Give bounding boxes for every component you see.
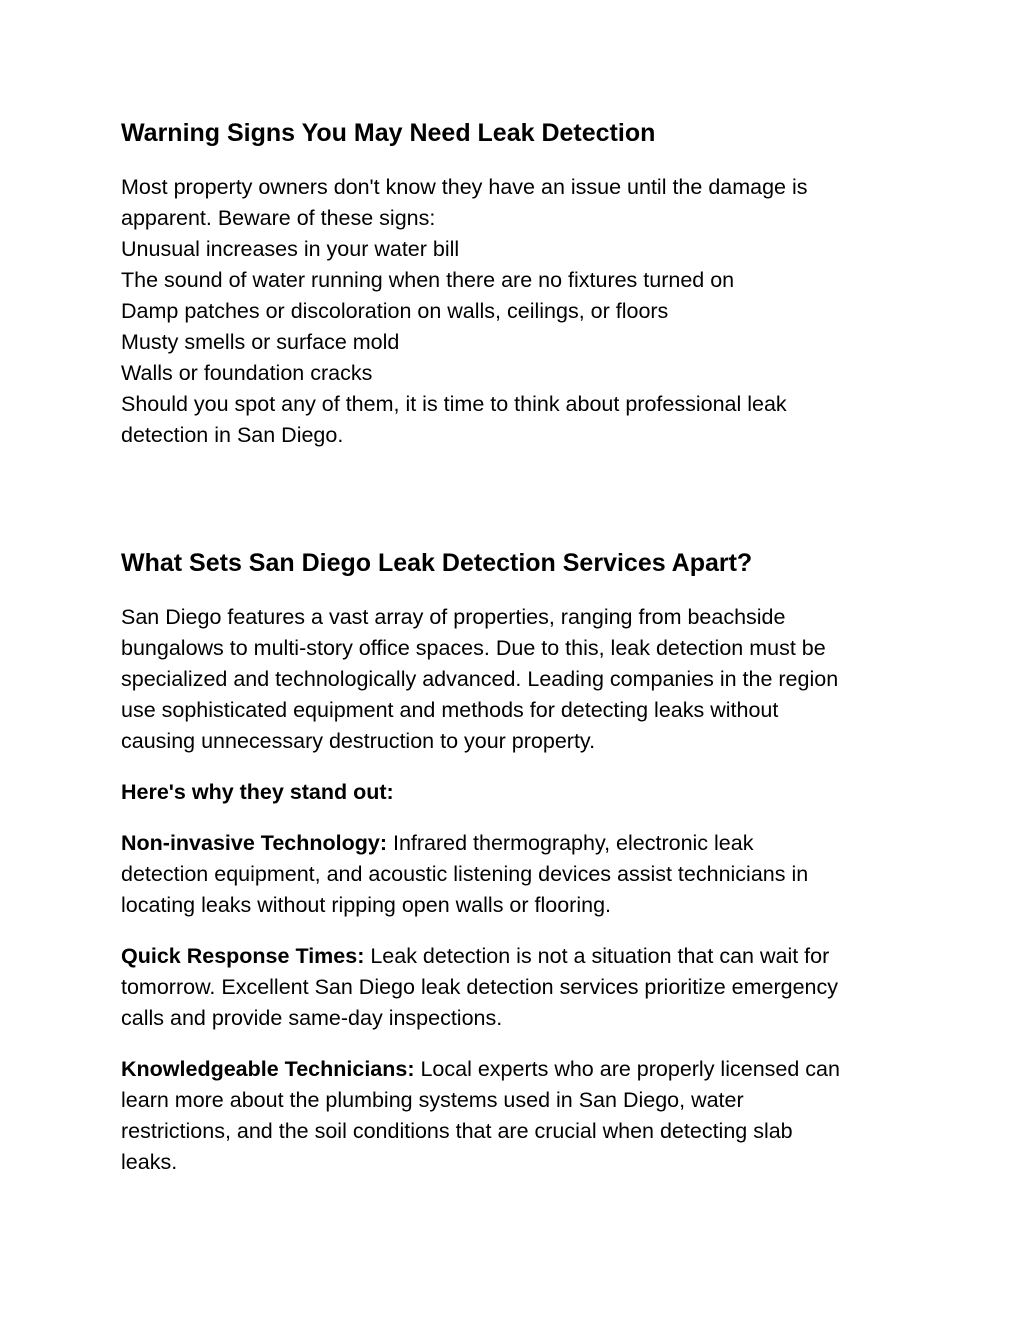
text-line: learn more about the plumbing systems used in San Diego, water bbox=[121, 1088, 744, 1112]
text-line: locating leaks without ripping open walls or flooring. bbox=[121, 893, 611, 917]
feature-quick-response-times bbox=[121, 941, 921, 1034]
feature-text: Leak detection is not a situation that can wait for bbox=[364, 944, 830, 968]
text-line: specialized and technologically advanced. Leading companies in the region bbox=[121, 667, 839, 691]
text-line: calls and provide same-day inspections. bbox=[121, 1006, 503, 1030]
feature-non-invasive-technology bbox=[121, 828, 921, 921]
feature-text: Local experts who are properly licensed can bbox=[414, 1057, 840, 1081]
sign-item: The sound of water running when there are no fixtures turned on bbox=[121, 268, 735, 292]
bold-label: Here's why they stand out: bbox=[121, 780, 394, 804]
feature-text: Infrared thermography, electronic leak bbox=[387, 831, 754, 855]
text-line: detection equipment, and acoustic listening devices assist technicians in bbox=[121, 862, 809, 886]
sign-item: Unusual increases in your water bill bbox=[121, 237, 460, 261]
intro-paragraph bbox=[121, 602, 921, 757]
text-line: restrictions, and the soil conditions that are crucial when detecting slab bbox=[121, 1119, 793, 1143]
warning-signs-paragraph bbox=[121, 172, 921, 451]
text-line: Most property owners don't know they have an issue until the damage is bbox=[121, 175, 808, 199]
sign-item: Walls or foundation cracks bbox=[121, 361, 373, 385]
text-line: causing unnecessary destruction to your property. bbox=[121, 729, 596, 753]
why-they-stand-out-label bbox=[121, 777, 921, 808]
text-line: apparent. Beware of these signs: bbox=[121, 206, 436, 230]
text-line: tomorrow. Excellent San Diego leak detection services prioritize emergency bbox=[121, 975, 838, 999]
text-line: San Diego features a vast array of properties, ranging from beachside bbox=[121, 605, 786, 629]
section-heading-what-sets-apart: What Sets San Diego Leak Detection Services Apart? bbox=[121, 549, 753, 577]
feature-term: Non-invasive Technology: bbox=[121, 831, 387, 855]
feature-knowledgeable-technicians bbox=[121, 1054, 921, 1178]
section-heading-warning-signs: Warning Signs You May Need Leak Detection bbox=[121, 119, 656, 147]
text-line: Should you spot any of them, it is time to think about professional leak bbox=[121, 392, 787, 416]
text-line: detection in San Diego. bbox=[121, 423, 344, 447]
feature-term: Knowledgeable Technicians: bbox=[121, 1057, 415, 1081]
document-content bbox=[121, 118, 921, 1198]
text-line: use sophisticated equipment and methods for detecting leaks without bbox=[121, 698, 779, 722]
sign-item: Damp patches or discoloration on walls, ceilings, or floors bbox=[121, 299, 669, 323]
sign-item: Musty smells or surface mold bbox=[121, 330, 400, 354]
text-line: leaks. bbox=[121, 1150, 178, 1174]
feature-term: Quick Response Times: bbox=[121, 944, 365, 968]
text-line: bungalows to multi-story office spaces. Due to this, leak detection must be bbox=[121, 636, 826, 660]
